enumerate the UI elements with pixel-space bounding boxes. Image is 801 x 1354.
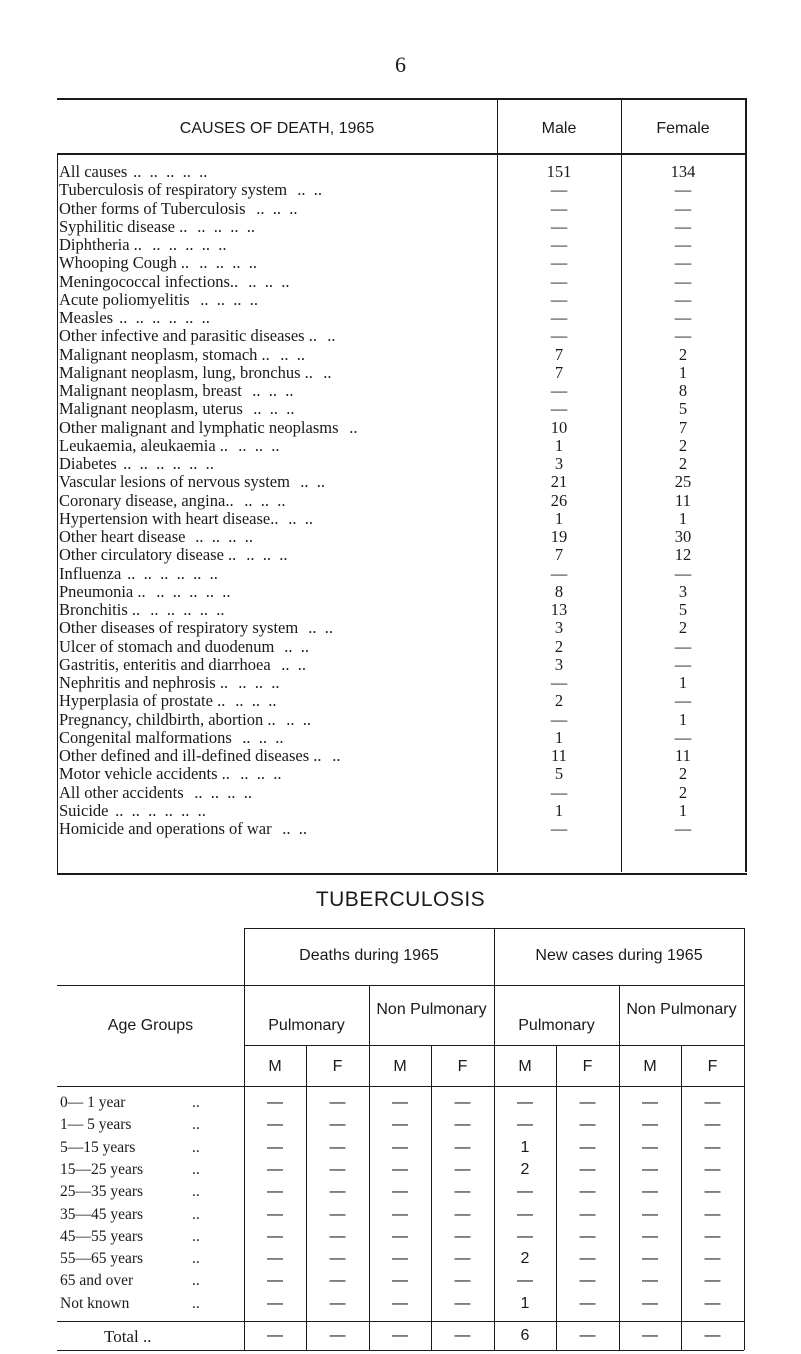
female-value: — bbox=[674, 180, 692, 200]
male-value: — bbox=[550, 709, 568, 729]
leader-dots: .. bbox=[192, 1294, 200, 1312]
male-value: — bbox=[550, 308, 568, 327]
m-header: M bbox=[643, 1058, 657, 1075]
cause-label: Other diseases of respiratory system bbox=[59, 618, 299, 638]
tb-value: — bbox=[329, 1138, 346, 1156]
leader-dots: .. .. .. bbox=[232, 765, 282, 784]
male-value: 1 bbox=[554, 435, 564, 455]
tb-value: — bbox=[454, 1116, 471, 1134]
cause-label: Malignant neoplasm, breast bbox=[59, 381, 242, 400]
female-value: — bbox=[674, 271, 692, 291]
cause-column-header: CAUSES OF DEATH, 1965 bbox=[179, 120, 375, 137]
age-group-label: 5—15 years bbox=[60, 1138, 136, 1156]
age-group-label: 25—35 years bbox=[60, 1183, 144, 1201]
tb-value: — bbox=[704, 1227, 721, 1245]
tuberculosis-title: TUBERCULOSIS bbox=[315, 888, 486, 911]
male-value: 10 bbox=[550, 417, 568, 437]
male-value: — bbox=[550, 289, 568, 309]
tb-value: — bbox=[579, 1272, 596, 1290]
leader-dots: .. .. .. bbox=[230, 674, 280, 692]
tb-value: — bbox=[579, 1227, 596, 1245]
age-group-label: 35—45 years bbox=[60, 1205, 144, 1223]
leader-dots: .. bbox=[319, 327, 336, 346]
tb-value: — bbox=[392, 1094, 408, 1111]
male-value: 2 bbox=[554, 691, 564, 711]
m-header: M bbox=[518, 1058, 532, 1075]
female-value: — bbox=[674, 563, 692, 583]
tb-value: — bbox=[642, 1183, 658, 1201]
m-header: M bbox=[268, 1058, 282, 1075]
tb-value: — bbox=[329, 1294, 346, 1312]
total-value: — bbox=[329, 1327, 346, 1344]
tb-value: — bbox=[454, 1183, 471, 1201]
female-value: 2 bbox=[678, 764, 688, 784]
female-value: 25 bbox=[674, 472, 692, 492]
tb-bottom-border bbox=[57, 1350, 744, 1351]
female-value: 7 bbox=[678, 417, 688, 437]
cause-label: Pneumonia .. bbox=[59, 581, 146, 601]
cause-label: Suicide bbox=[59, 800, 109, 820]
cause-label: Nephritis and nephrosis .. bbox=[59, 673, 229, 692]
tb-value: — bbox=[392, 1116, 408, 1134]
tb-value: — bbox=[267, 1205, 283, 1223]
male-value: 3 bbox=[554, 654, 564, 674]
male-value: 7 bbox=[554, 344, 564, 364]
leader-dots: .. bbox=[192, 1250, 200, 1268]
female-value: — bbox=[674, 308, 692, 327]
tb-value: — bbox=[517, 1205, 533, 1223]
leader-dots: .. .. .. .. .. .. bbox=[119, 455, 214, 473]
deaths-non-pulmonary-header: Non Pulmonary bbox=[376, 1001, 487, 1018]
cause-label: Influenza bbox=[59, 563, 122, 583]
tb-value: — bbox=[579, 1094, 596, 1111]
leader-dots: .. bbox=[192, 1227, 200, 1245]
tb-value: — bbox=[454, 1094, 471, 1111]
cause-label: Coronary disease, angina.. bbox=[59, 490, 234, 510]
female-value: — bbox=[674, 289, 692, 309]
cause-label: Other heart disease bbox=[59, 527, 186, 546]
tb-group-divider bbox=[57, 985, 744, 986]
tb-value: — bbox=[704, 1138, 721, 1156]
female-value: — bbox=[674, 691, 692, 711]
page-number: 6 bbox=[395, 52, 406, 77]
tb-value: 1 bbox=[520, 1138, 530, 1156]
cause-label: Whooping Cough .. bbox=[59, 253, 190, 273]
male-value: 19 bbox=[550, 527, 568, 546]
female-value: 134 bbox=[670, 162, 696, 181]
tb-value: — bbox=[267, 1138, 283, 1156]
female-value: 11 bbox=[675, 746, 691, 765]
tb-value: — bbox=[267, 1250, 283, 1268]
female-value: 5 bbox=[678, 399, 688, 419]
total-value: 6 bbox=[520, 1327, 530, 1344]
f-header: F bbox=[582, 1058, 593, 1075]
tb-value: — bbox=[579, 1160, 596, 1178]
cause-label: Other infective and parasitic diseases .. bbox=[59, 326, 317, 346]
tb-value: — bbox=[329, 1116, 346, 1134]
female-value: — bbox=[674, 216, 692, 236]
tb-value: — bbox=[454, 1205, 471, 1223]
leader-dots: .. .. .. .. bbox=[191, 254, 257, 273]
male-value: 8 bbox=[554, 581, 564, 601]
age-group-label: 55—65 years bbox=[60, 1250, 144, 1268]
cause-label: Malignant neoplasm, lung, bronchus .. bbox=[59, 362, 313, 382]
leader-dots: .. .. bbox=[272, 345, 305, 364]
cause-label: All causes bbox=[59, 162, 128, 181]
leader-dots: .. .. .. .. .. bbox=[142, 601, 225, 619]
tb-value: — bbox=[454, 1250, 471, 1268]
cause-label: Ulcer of stomach and duodenum bbox=[59, 636, 275, 656]
female-value: 2 bbox=[678, 618, 688, 638]
female-value: 30 bbox=[674, 527, 692, 546]
male-value: — bbox=[550, 216, 568, 236]
leader-dots: .. .. bbox=[300, 619, 333, 638]
cause-label: Diabetes bbox=[59, 454, 117, 473]
cause-label: Diphtheria .. bbox=[59, 235, 142, 254]
new-non-pulmonary-header: Non Pulmonary bbox=[626, 1001, 737, 1018]
leader-dots: .. .. .. bbox=[240, 272, 290, 291]
total-value: — bbox=[579, 1327, 596, 1344]
leader-dots: .. .. .. bbox=[244, 382, 294, 400]
cause-label: Bronchitis .. bbox=[59, 600, 141, 619]
tb-value: — bbox=[642, 1094, 658, 1111]
tb-value: — bbox=[579, 1138, 596, 1156]
leader-dots: .. .. .. bbox=[227, 692, 277, 711]
male-value: 3 bbox=[554, 618, 564, 638]
total-value: — bbox=[454, 1327, 471, 1344]
tb-value: — bbox=[267, 1227, 283, 1245]
tb-value: — bbox=[454, 1272, 471, 1290]
tb-value: — bbox=[329, 1094, 346, 1111]
leader-dots: .. .. bbox=[276, 637, 309, 656]
leader-dots: .. .. .. .. .. .. bbox=[123, 564, 218, 583]
male-value: 7 bbox=[554, 545, 564, 565]
tb-value: — bbox=[392, 1160, 408, 1178]
cause-label: Hypertension with heart disease.. bbox=[59, 508, 279, 528]
leader-dots: .. bbox=[192, 1116, 200, 1134]
age-group-label: 15—25 years bbox=[60, 1160, 144, 1178]
tb-value: — bbox=[329, 1227, 346, 1245]
female-value: — bbox=[674, 654, 692, 674]
leader-dots: .. bbox=[192, 1094, 200, 1111]
leader-dots: .. .. .. bbox=[248, 199, 298, 218]
male-value: 151 bbox=[546, 162, 572, 181]
age-groups-header: Age Groups bbox=[107, 1017, 194, 1034]
cause-label: Congenital malformations bbox=[59, 727, 232, 747]
age-group-label: 1— 5 years bbox=[60, 1116, 132, 1134]
leader-dots: .. bbox=[315, 363, 332, 382]
male-value: — bbox=[550, 782, 568, 802]
m-header: M bbox=[393, 1058, 407, 1075]
tb-value: — bbox=[704, 1205, 721, 1223]
cause-label: Tuberculosis of respiratory system bbox=[59, 180, 288, 200]
male-value: 5 bbox=[554, 764, 564, 784]
tb-value: — bbox=[704, 1272, 721, 1290]
tb-value: — bbox=[704, 1160, 721, 1178]
tb-value: — bbox=[454, 1138, 471, 1156]
tb-total-divider bbox=[57, 1321, 744, 1322]
tb-value: — bbox=[392, 1138, 408, 1156]
cause-label: Acute poliomyelitis bbox=[59, 289, 190, 309]
male-value: 7 bbox=[554, 362, 564, 382]
cause-label: Hyperplasia of prostate .. bbox=[59, 691, 226, 711]
male-value: 13 bbox=[550, 600, 568, 619]
tb-value: — bbox=[642, 1272, 658, 1290]
female-value: — bbox=[674, 198, 692, 218]
new-cases-group-header: New cases during 1965 bbox=[535, 947, 703, 964]
male-value: 3 bbox=[554, 454, 564, 473]
female-column-header: Female bbox=[656, 120, 710, 137]
age-group-label: Not known bbox=[60, 1294, 130, 1312]
tb-value: — bbox=[704, 1183, 721, 1201]
female-value: 1 bbox=[678, 673, 688, 692]
tb-value: — bbox=[642, 1205, 658, 1223]
cause-label: Other malignant and lymphatic neoplasms bbox=[59, 417, 339, 437]
tb-value: — bbox=[329, 1183, 346, 1201]
cause-label: Malignant neoplasm, stomach .. bbox=[59, 344, 270, 364]
tb-value: — bbox=[642, 1160, 658, 1178]
male-value: — bbox=[550, 673, 568, 692]
female-value: 2 bbox=[678, 344, 688, 364]
tb-value: — bbox=[267, 1116, 283, 1134]
leader-dots: .. .. .. .. bbox=[186, 783, 252, 802]
male-value: — bbox=[550, 819, 568, 838]
tb-value: — bbox=[642, 1294, 658, 1312]
cause-label: Vascular lesions of nervous system bbox=[59, 472, 290, 492]
age-group-label: 45—55 years bbox=[60, 1227, 144, 1245]
leader-dots: .. .. .. bbox=[230, 436, 280, 455]
female-value: — bbox=[674, 636, 692, 656]
cause-label: Measles bbox=[59, 308, 114, 327]
female-value: 1 bbox=[678, 800, 688, 820]
f-header: F bbox=[707, 1058, 718, 1075]
female-value: — bbox=[674, 819, 692, 838]
new-pulmonary-header: Pulmonary bbox=[518, 1017, 595, 1034]
tb-value: — bbox=[454, 1227, 471, 1245]
tb-value: — bbox=[517, 1183, 533, 1201]
tb-value: — bbox=[517, 1272, 533, 1290]
leader-dots: .. .. .. .. bbox=[187, 528, 253, 546]
tb-value: — bbox=[267, 1094, 283, 1111]
tb-value: — bbox=[517, 1116, 533, 1134]
tb-value: — bbox=[704, 1116, 721, 1134]
tb-value: — bbox=[704, 1250, 721, 1268]
cause-label: Motor vehicle accidents .. bbox=[59, 764, 230, 784]
cause-label: Homicide and operations of war bbox=[59, 819, 272, 838]
tb-header-bottom bbox=[57, 1086, 744, 1087]
tb-value: — bbox=[267, 1183, 283, 1201]
leader-dots: .. .. .. bbox=[234, 728, 284, 747]
tb-value: — bbox=[267, 1160, 283, 1178]
male-value: 1 bbox=[554, 508, 564, 528]
leader-dots: .. .. .. .. bbox=[192, 290, 258, 309]
leader-dots: .. .. .. .. bbox=[189, 217, 255, 236]
tb-value: — bbox=[329, 1160, 346, 1178]
tb-value: — bbox=[392, 1294, 408, 1312]
tb-value: — bbox=[329, 1250, 346, 1268]
cause-label: Pregnancy, childbirth, abortion .. bbox=[59, 709, 276, 729]
male-value: — bbox=[550, 235, 568, 254]
female-value: 12 bbox=[674, 545, 692, 565]
tb-value: — bbox=[517, 1094, 533, 1111]
male-value: 11 bbox=[551, 746, 567, 765]
male-value: — bbox=[550, 198, 568, 218]
tb-value: — bbox=[454, 1160, 471, 1178]
male-value: 1 bbox=[554, 800, 564, 820]
cause-label: Malignant neoplasm, uterus bbox=[59, 399, 243, 419]
cause-label: Leukaemia, aleukaemia .. bbox=[59, 435, 229, 455]
cause-label: Other forms of Tuberculosis bbox=[59, 198, 246, 218]
tb-value: — bbox=[579, 1250, 596, 1268]
tb-value: 2 bbox=[520, 1160, 530, 1178]
tb-value: — bbox=[579, 1205, 596, 1223]
leader-dots: .. .. .. .. .. bbox=[144, 236, 227, 254]
tb-value: — bbox=[329, 1272, 346, 1290]
female-value: — bbox=[674, 727, 692, 747]
age-group-label: 65 and over bbox=[60, 1272, 134, 1290]
deaths-pulmonary-header: Pulmonary bbox=[268, 1017, 345, 1034]
leader-dots: .. .. bbox=[273, 655, 306, 674]
leader-dots: .. bbox=[324, 747, 341, 765]
tb-value: — bbox=[392, 1227, 408, 1245]
tb-value: — bbox=[267, 1294, 283, 1312]
female-value: 1 bbox=[678, 508, 688, 528]
leader-dots: .. .. .. bbox=[245, 400, 295, 419]
tb-value: — bbox=[642, 1138, 658, 1156]
tb-value: — bbox=[392, 1183, 408, 1201]
cause-label: Syphilitic disease .. bbox=[59, 216, 188, 236]
total-value: — bbox=[392, 1327, 408, 1344]
tb-value: — bbox=[392, 1272, 408, 1290]
total-value: — bbox=[704, 1327, 721, 1344]
tb-value: — bbox=[392, 1205, 408, 1223]
tb-vline bbox=[744, 928, 745, 1350]
tb-value: — bbox=[642, 1116, 658, 1134]
tb-value: — bbox=[579, 1294, 596, 1312]
female-value: — bbox=[674, 253, 692, 273]
tb-value: 2 bbox=[520, 1250, 530, 1268]
male-value: — bbox=[550, 326, 568, 346]
tb-value: — bbox=[642, 1227, 658, 1245]
female-value: 2 bbox=[678, 782, 688, 802]
leader-dots: .. .. bbox=[280, 509, 313, 528]
leader-dots: .. .. bbox=[292, 473, 325, 492]
female-value: — bbox=[674, 326, 692, 346]
total-label: Total .. bbox=[104, 1327, 152, 1346]
tb-value: — bbox=[579, 1116, 596, 1134]
leader-dots: .. bbox=[192, 1183, 200, 1201]
male-value: — bbox=[550, 381, 568, 400]
male-value: 1 bbox=[554, 727, 564, 747]
male-value: — bbox=[550, 563, 568, 583]
leader-dots: .. .. .. bbox=[236, 491, 286, 510]
leader-dots: .. bbox=[192, 1138, 200, 1156]
cause-label: Other defined and ill-defined diseases .. bbox=[59, 746, 322, 765]
leader-dots: .. bbox=[192, 1160, 200, 1178]
tb-value: — bbox=[704, 1094, 721, 1111]
leader-dots: .. .. .. bbox=[238, 546, 288, 565]
female-value: 2 bbox=[678, 454, 688, 473]
tb-value: — bbox=[579, 1183, 596, 1201]
leader-dots: .. bbox=[341, 418, 358, 437]
male-value: — bbox=[550, 253, 568, 273]
tb-value: — bbox=[267, 1272, 283, 1290]
male-value: 26 bbox=[550, 490, 568, 510]
male-value: — bbox=[550, 271, 568, 291]
tb-value: — bbox=[392, 1250, 408, 1268]
total-value: — bbox=[267, 1327, 283, 1344]
leader-dots: .. bbox=[192, 1272, 200, 1290]
f-header: F bbox=[457, 1058, 468, 1075]
tb-value: — bbox=[704, 1294, 721, 1312]
female-value: 8 bbox=[678, 381, 688, 400]
female-value: 1 bbox=[678, 709, 688, 729]
tb-value: — bbox=[517, 1227, 533, 1245]
cause-label: Other circulatory disease .. bbox=[59, 545, 237, 565]
tb-value: — bbox=[642, 1250, 658, 1268]
female-value: 2 bbox=[678, 435, 688, 455]
leader-dots: .. .. .. .. .. bbox=[129, 163, 208, 181]
female-value: 1 bbox=[678, 362, 688, 382]
leader-dots: .. .. bbox=[274, 820, 307, 838]
f-header: F bbox=[332, 1058, 343, 1075]
leader-dots: .. .. .. .. .. .. bbox=[111, 801, 206, 820]
leader-dots: .. .. .. .. .. .. bbox=[115, 309, 210, 327]
cause-label: All other accidents bbox=[59, 782, 184, 802]
tb-value: — bbox=[454, 1294, 471, 1312]
cause-label: Meningococcal infections.. bbox=[59, 271, 239, 291]
total-value: — bbox=[642, 1327, 658, 1344]
female-value: 5 bbox=[678, 600, 688, 619]
leader-dots: .. .. bbox=[289, 181, 322, 200]
female-value: — bbox=[674, 235, 692, 254]
male-value: 2 bbox=[554, 636, 564, 656]
tb-value: 1 bbox=[520, 1294, 530, 1312]
cause-label: Gastritis, enteritis and diarrhoea bbox=[59, 654, 271, 674]
leader-dots: .. .. bbox=[278, 710, 311, 729]
leader-dots: .. .. .. .. .. bbox=[148, 582, 231, 601]
male-value: 21 bbox=[550, 472, 568, 492]
male-column-header: Male bbox=[541, 120, 577, 137]
deaths-group-header: Deaths during 1965 bbox=[299, 947, 439, 964]
female-value: 3 bbox=[678, 581, 688, 601]
female-value: 11 bbox=[675, 490, 691, 510]
tb-value: — bbox=[329, 1205, 346, 1223]
age-group-label: 0— 1 year bbox=[60, 1094, 126, 1111]
leader-dots: .. bbox=[192, 1205, 200, 1223]
male-value: — bbox=[550, 399, 568, 419]
male-value: — bbox=[550, 180, 568, 200]
